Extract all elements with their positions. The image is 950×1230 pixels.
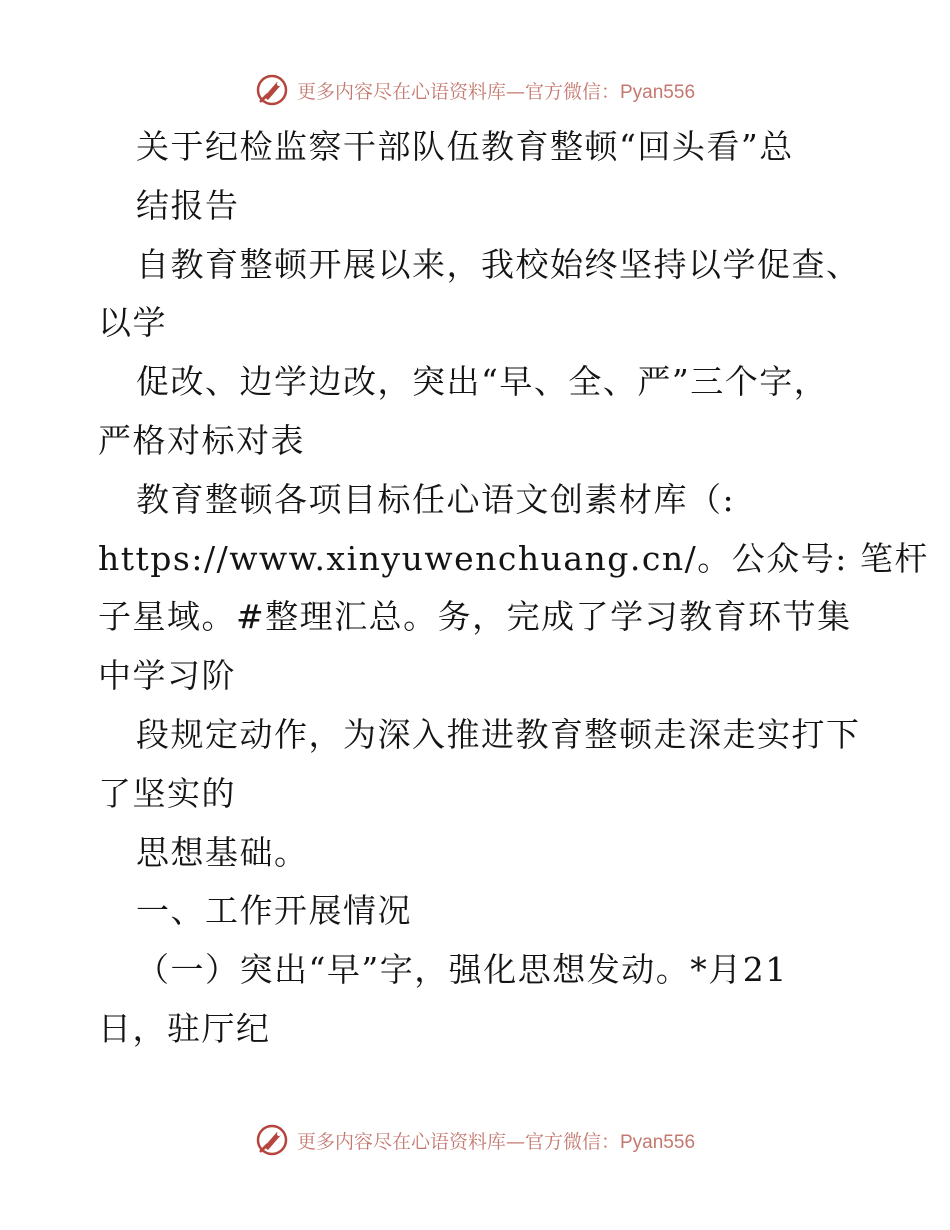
- watermark-text: 更多内容尽在心语资料库—官方微信：Pyan556: [296, 80, 696, 103]
- text-line: 中学习阶: [98, 656, 236, 696]
- wechat-id: Pyan556: [620, 81, 696, 103]
- watermark-text: 更多内容尽在心语资料库—官方微信：Pyan556: [296, 1130, 696, 1153]
- watermark-banner-bottom: [0, 1120, 950, 1160]
- text-line: 教育整顿各项目标任心语文创素材库（:: [136, 479, 736, 519]
- text-line: 了坚实的: [98, 773, 236, 813]
- text-line: 自教育整顿开展以来，我校始终坚持以学促查、: [136, 244, 861, 284]
- watermark-banner-top: [0, 70, 950, 110]
- text-line: 思想基础。: [136, 832, 309, 872]
- text-line: 段规定动作，为深入推进教育整顿走深走实打下: [136, 714, 861, 754]
- text-line: 以学: [98, 303, 167, 343]
- pen-logo-icon: [255, 73, 289, 107]
- text-line: 子星域。#整理汇总。务，完成了学习教育环节集: [98, 597, 852, 637]
- pen-logo-icon: [255, 1123, 289, 1157]
- text-line: 一、工作开展情况: [136, 891, 412, 931]
- text-line: https://www.xinyuwenchuang.cn/。公众号: 笔杆: [98, 538, 929, 578]
- text-line: 促改、边学边改，突出“早、全、严”三个字，: [136, 362, 829, 402]
- text-line: 关于纪检监察干部队伍教育整顿“回头看”总: [136, 127, 794, 166]
- text-line: （一）突出“早”字，强化思想发动。*月21: [136, 950, 788, 990]
- text-line: 日，驻厅纪: [98, 1008, 271, 1048]
- text-line: 结报告: [136, 185, 240, 225]
- wechat-id: Pyan556: [620, 1131, 696, 1153]
- text-line: 严格对标对表: [98, 420, 305, 460]
- document-body: [98, 118, 929, 1059]
